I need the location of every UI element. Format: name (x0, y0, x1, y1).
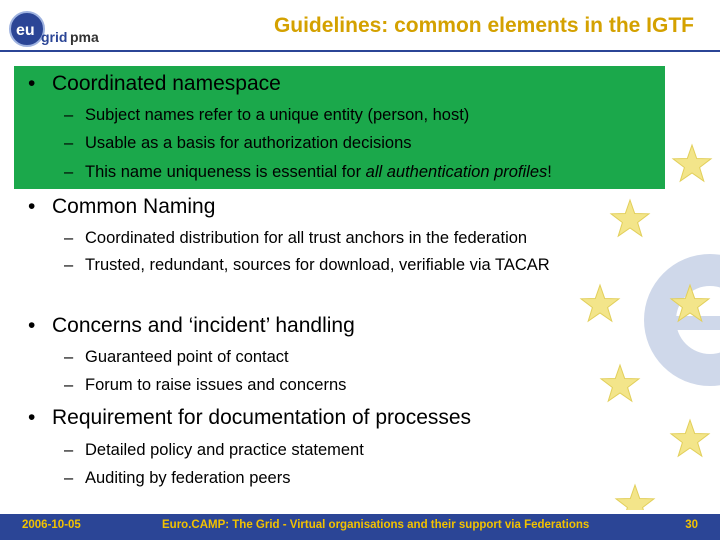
dash-marker: – (64, 134, 74, 152)
sub-bullet-text: Coordinated distribution for all trust anchors in the federation (85, 229, 528, 247)
dash-marker: – (64, 376, 74, 394)
dash-marker: – (64, 229, 74, 247)
star-icon (671, 420, 709, 456)
bullet-marker: • (28, 195, 36, 218)
page-number: 30 (685, 519, 698, 531)
sub-bullet-text: Trusted, redundant, sources for download, verifiable via TACAR (85, 256, 550, 274)
dash-marker: – (64, 441, 74, 459)
footer-date: 2006-10-05 (22, 519, 81, 531)
dash-marker: – (64, 348, 74, 366)
bullet-marker: • (28, 406, 36, 429)
star-icon (581, 285, 619, 321)
sub-bullet-text: Forum to raise issues and concerns (85, 376, 347, 394)
sub-bullet-text: Guaranteed point of contact (85, 348, 289, 366)
star-icon (611, 200, 649, 236)
bullet-heading: Requirement for documentation of processes (52, 406, 472, 429)
slide-title: Guidelines: common elements in the IGTF (273, 14, 694, 37)
star-icon (616, 485, 654, 510)
star-icon (601, 365, 639, 401)
eugridpma-logo (8, 8, 106, 50)
sub-bullet-text: This name uniqueness is essential for all authentication profiles! (85, 163, 552, 181)
sub-bullet-text: Usable as a basis for authorization decisions (85, 134, 412, 152)
dash-marker: – (64, 469, 74, 487)
title-divider (0, 50, 720, 52)
bullet-heading: Common Naming (52, 195, 216, 218)
bullet-marker: • (28, 72, 36, 95)
bullet-heading: Coordinated namespace (52, 72, 281, 95)
sub-bullet-text: Auditing by federation peers (85, 469, 291, 487)
bullet-heading: Concerns and ‘incident’ handling (52, 314, 355, 337)
big-e-logo-watermark (644, 254, 720, 386)
sub-bullet-text: Subject names refer to a unique entity (person, host) (85, 106, 470, 124)
sub-bullet-text: Detailed policy and practice statement (85, 441, 364, 459)
dash-marker: – (64, 163, 74, 181)
dash-marker: – (64, 106, 74, 124)
bullet-marker: • (28, 314, 36, 337)
svg-text:eu: eu (16, 22, 35, 39)
svg-text:pma: pma (70, 29, 99, 45)
emphasis-text: all authentication profiles (365, 163, 548, 181)
dash-marker: – (64, 256, 74, 274)
footer-title: Euro.CAMP: The Grid - Virtual organisations and their support via Federations (162, 519, 590, 531)
star-icon (673, 145, 711, 181)
svg-text:grid: grid (41, 29, 68, 45)
